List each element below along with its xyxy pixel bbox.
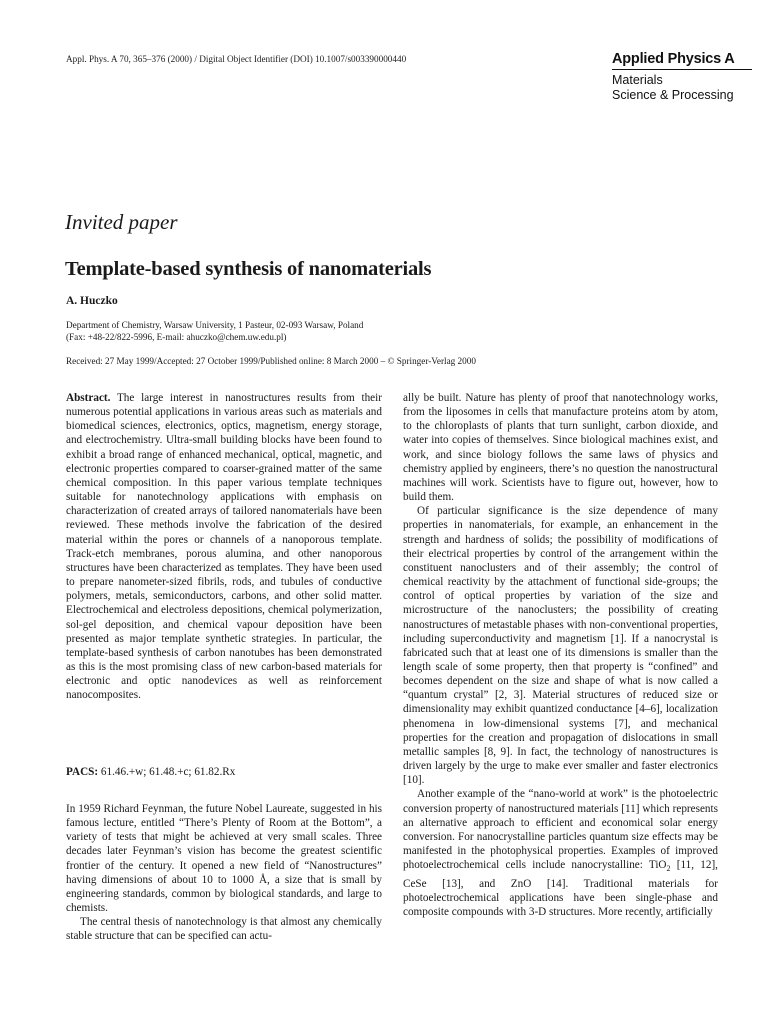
journal-subtitle-2: Science & Processing xyxy=(612,88,734,102)
body-paragraph-4-a: Another example of the “nano-world at work” is the photoelectric conversion property of nanostructured materials [11] which represents an alternative approach to efficient and economical solar energy conversion. For nanocrystalline particles quantum size effects may be manifested in the photophysical properties. Examples of improved photoelectrochemical cells include nanocrystalline: TiO xyxy=(403,788,718,872)
pacs-line xyxy=(66,765,382,779)
pacs-label: PACS: xyxy=(66,766,99,778)
received-dates: Received: 27 May 1999/Accepted: 27 October 1999/Published online: 8 March 2000 – © Springer-Verlag 2000 xyxy=(66,356,476,366)
journal-masthead xyxy=(612,51,752,103)
intro-block xyxy=(66,802,382,944)
body-paragraph-3: Of particular significance is the size dependence of many properties in nanomaterials, for example, an enhancement in the strength and hardness of solids; the possibility of modifications of their electrical properties by control of the arrangement within the constituent nanoclusters and of their assembly; the control of chemical reactivity by the attachment of functional side-groups; the control of optical properties by variation of the size and microstructure of the nanoclusters; the possibility of creating nanostructures of metastable phases with non-conventional properties, including superconductivity and magnetism [1]. If a nanocrystal is fabricated such that at least one of its dimensions is smaller than the length scale of some property, then that property is “confined” and becomes dependent on the size and shape of what is now called a “quantum crystal” [2, 3]. Material structures of reduced size or dimensionality may exhibit quantized conductance [4–6], localization phenomena in low-dimensional systems [7], and mechanical properties for the creation and propagation of dislocations in small metallic samples [8, 9]. In fact, the technology of nanostructures is driven largely by the urge to make ever smaller and faster electronics [10]. xyxy=(403,505,718,787)
body-paragraph-4-b: [11, 12], CeSe [13], and ZnO [14]. Traditional materials for photoelectrochemical applications have been single-phase and composite compounds with 3-D structures. More recently, artificially xyxy=(403,859,718,918)
body-paragraph-2-start: The central thesis of nanotechnology is that almost any chemically stable structure that can be specified can actu- xyxy=(66,916,382,943)
abstract-text: The large interest in nanostructures results from their numerous potential applications in various areas such as materials and biomedical sciences, electronics, optics, magnetism, energy storage, and electrochemistry. Ultra-small building blocks have been found to exhibit a broad range of enhanced mechanical, optical, magnetic, and electronic properties compared to coarser-grained matter of the same chemical composition. In this paper various template techniques suitable for nanotechnology applications with emphasis on characterization of created arrays of tailored nanomaterials have been reviewed. These methods involve the fabrication of the desired material within the pores or channels of a nanoporous template. Track-etch membranes, porous alumina, and other nanoporous structures have been characterized as templates. They have been used to prepare nanometer-sized fibrils, rods, and tubules of conductive polymers, metals, semiconductors, carbons, and other solid matter. Electrochemical and electroless depositions, chemical polymerization, sol-gel deposition, and chemical vapour deposition have been presented as major template synthetic strategies. In particular, the template-based synthesis of carbon nanotubes has been demonstrated as this is the most promising class of new carbon-based materials for electronic and optic nanodevices as well as reinforcement nanocomposites. xyxy=(66,392,382,702)
affiliation-contact: (Fax: +48-22/822-5996, E-mail: ahuczko@chem.uw.edu.pl) xyxy=(66,332,287,342)
abstract-paragraph xyxy=(66,391,382,702)
journal-name: Applied Physics A xyxy=(612,51,752,70)
paper-title: Template-based synthesis of nanomaterials xyxy=(65,258,432,280)
citation-line: Appl. Phys. A 70, 365–376 (2000) / Digital Object Identifier (DOI) 10.1007/s003390000440 xyxy=(66,54,407,64)
abstract-block xyxy=(66,391,382,702)
body-paragraph-4 xyxy=(403,787,718,919)
pacs-codes: 61.46.+w; 61.48.+c; 61.82.Rx xyxy=(100,766,236,778)
body-paragraph-2-end: ally be built. Nature has plenty of proof that nanotechnology works, from the liposomes in cells that manufacture proteins atom by atom, to the chloroplasts of plants that turn sunlight, carbon dioxide, and water into copies of themselves. Since biological machines exist, and work, and since biology follows the same laws of physics and chemistry applied by engineers, there’s no question the nanostructural machines will work. Scientists have to figure out, however, how to build them. xyxy=(403,392,718,504)
body-paragraph-1: In 1959 Richard Feynman, the future Nobel Laureate, suggested in his famous lecture, entitled “There’s Plenty of Room at the Bottom”, a variety of tests that might be achieved at very small scales. Three decades later Feynman’s vision has become the greatest scientific frontier of the century. It opened a new field of “Nanostructures” having dimensions of about 10 to 1000 Å, a size that is small by engineering standards, common by biological standards, and large to chemists. xyxy=(66,803,382,915)
subscript-two: 2 xyxy=(666,864,671,874)
author-name: A. Huczko xyxy=(66,295,118,307)
paper-kind: Invited paper xyxy=(65,210,178,234)
abstract-label: Abstract. xyxy=(66,392,111,404)
affiliation-address: Department of Chemistry, Warsaw University, 1 Pasteur, 02-093 Warsaw, Poland xyxy=(66,320,364,330)
journal-subtitle-1: Materials xyxy=(612,73,663,87)
affiliation xyxy=(66,319,706,343)
right-column xyxy=(403,391,718,919)
